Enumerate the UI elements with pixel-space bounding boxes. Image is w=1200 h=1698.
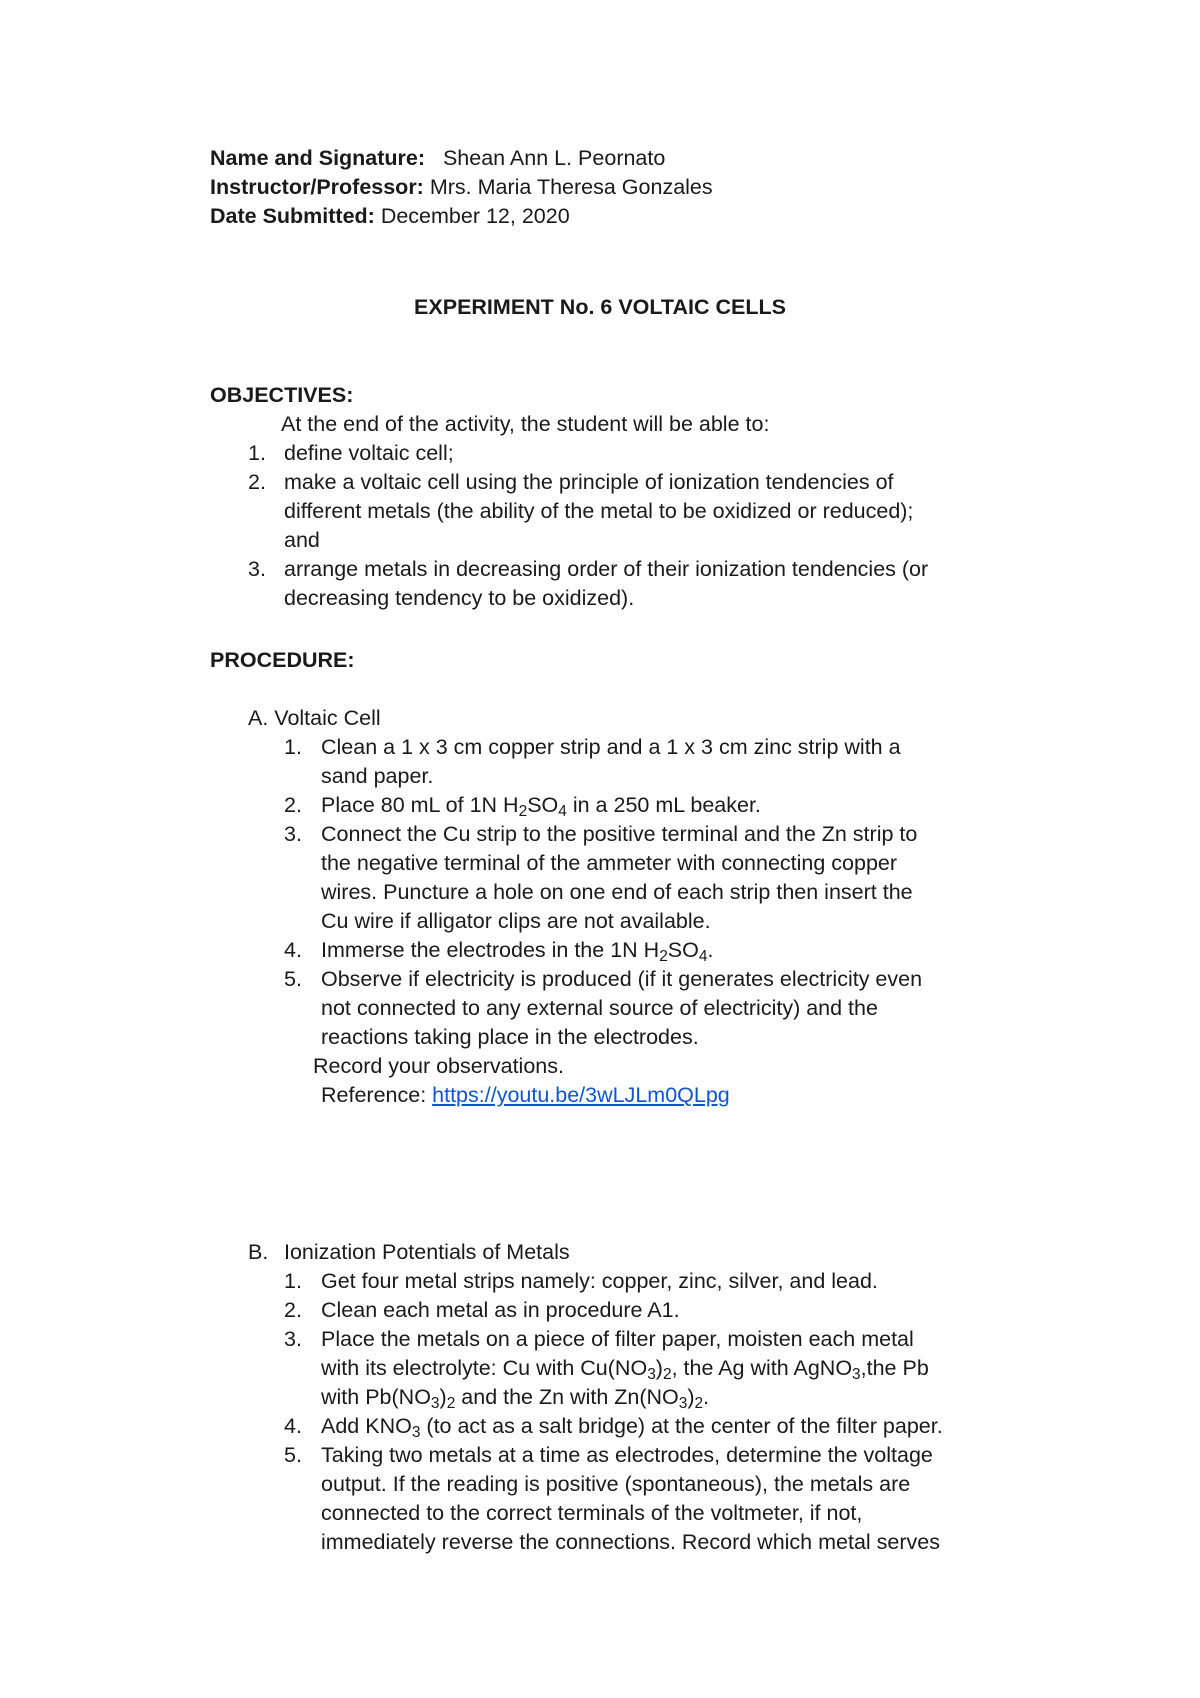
instructor-label: Instructor/Professor:: [210, 175, 424, 199]
list-item: and: [284, 528, 320, 552]
step-text: Clean a 1 x 3 cm copper strip and a 1 x 3 cm zinc strip with a: [321, 735, 901, 759]
step-number: 4.: [284, 1414, 302, 1438]
section-b-title: Ionization Potentials of Metals: [284, 1240, 570, 1264]
list-item-number: 2.: [248, 470, 266, 494]
step-text: not connected to any external source of electricity) and the: [321, 996, 878, 1020]
procedure-heading: PROCEDURE:: [210, 648, 355, 672]
record-observations: Record your observations.: [313, 1054, 564, 1078]
date-label: Date Submitted:: [210, 204, 375, 228]
name-value: Shean Ann L. Peornato: [442, 146, 666, 170]
step-text: Immerse the electrodes in the 1N $H_2SO_4$.: [321, 938, 714, 965]
step-number: 5.: [284, 967, 302, 991]
step-text: immediately reverse the connections. Record which metal serves: [321, 1530, 940, 1554]
reference-link[interactable]: https://youtu.be/3wLJLm0QLpg: [432, 1083, 730, 1107]
step-text: Place 80 mL of 1N $H_2SO_4$ in a 250 mL beaker.: [321, 793, 761, 820]
step-text: the negative terminal of the ammeter with connecting copper: [321, 851, 898, 875]
name-label: Name and Signature:: [210, 146, 426, 170]
reference-line: [321, 1083, 730, 1109]
step-number: 3.: [284, 1327, 302, 1351]
step-number: 4.: [284, 938, 302, 962]
date-value: December 12, 2020: [380, 204, 570, 228]
step-text: connected to the correct terminals of the voltmeter, if not,: [321, 1501, 863, 1525]
step-text: Get four metal strips namely: copper, zinc, silver, and lead.: [321, 1269, 878, 1293]
step-text: Cu wire if alligator clips are not available.: [321, 909, 711, 933]
list-item: decreasing tendency to be oxidized).: [284, 586, 635, 610]
step-number: 1.: [284, 1269, 302, 1293]
step-text: wires. Puncture a hole on one end of each strip then insert the: [321, 880, 913, 904]
page-title: EXPERIMENT No. 6 VOLTAIC CELLS: [414, 295, 786, 319]
step-number: 2.: [284, 1298, 302, 1322]
instructor-line: [210, 175, 713, 201]
list-item: arrange metals in decreasing order of their ionization tendencies (or: [284, 557, 929, 581]
objectives-heading: OBJECTIVES:: [210, 383, 354, 407]
step-text: Taking two metals at a time as electrodes, determine the voltage: [321, 1443, 933, 1467]
list-item-number: 3.: [248, 557, 266, 581]
step-number: 1.: [284, 735, 302, 759]
list-item: different metals (the ability of the metal to be oxidized or reduced);: [284, 499, 914, 523]
date-line: [210, 204, 570, 230]
section-a-title: A. Voltaic Cell: [248, 706, 381, 730]
step-number: 5.: [284, 1443, 302, 1467]
name-line: [210, 146, 665, 172]
reference-label: Reference:: [321, 1083, 433, 1107]
section-b-letter: B.: [248, 1240, 269, 1264]
list-item: define voltaic cell;: [284, 441, 454, 465]
step-text: reactions taking place in the electrodes.: [321, 1025, 699, 1049]
step-text: Observe if electricity is produced (if it generates electricity even: [321, 967, 923, 991]
step-number: 3.: [284, 822, 302, 846]
step-text: Clean each metal as in procedure A1.: [321, 1298, 680, 1322]
step-text: with $Pb(NO_3)_2$ and the Zn with $Zn(NO_3)_2$.: [321, 1385, 710, 1412]
objectives-intro: At the end of the activity, the student will be able to:: [281, 412, 770, 436]
step-text: with its electrolyte: Cu with $Cu(NO_3)_2$, the Ag with AgNO$_3$,the Pb: [321, 1356, 929, 1383]
instructor-value: Mrs. Maria Theresa Gonzales: [429, 175, 713, 199]
step-text: output. If the reading is positive (spontaneous), the metals are: [321, 1472, 911, 1496]
list-item: make a voltaic cell using the principle of ionization tendencies of: [284, 470, 894, 494]
step-text: Place the metals on a piece of filter paper, moisten each metal: [321, 1327, 914, 1351]
step-text: Add $KNO_3$ (to act as a salt bridge) at the center of the filter paper.: [321, 1414, 943, 1441]
step-number: 2.: [284, 793, 302, 817]
step-text: sand paper.: [321, 764, 434, 788]
step-text: Connect the Cu strip to the positive terminal and the Zn strip to: [321, 822, 918, 846]
list-item-number: 1.: [248, 441, 266, 465]
